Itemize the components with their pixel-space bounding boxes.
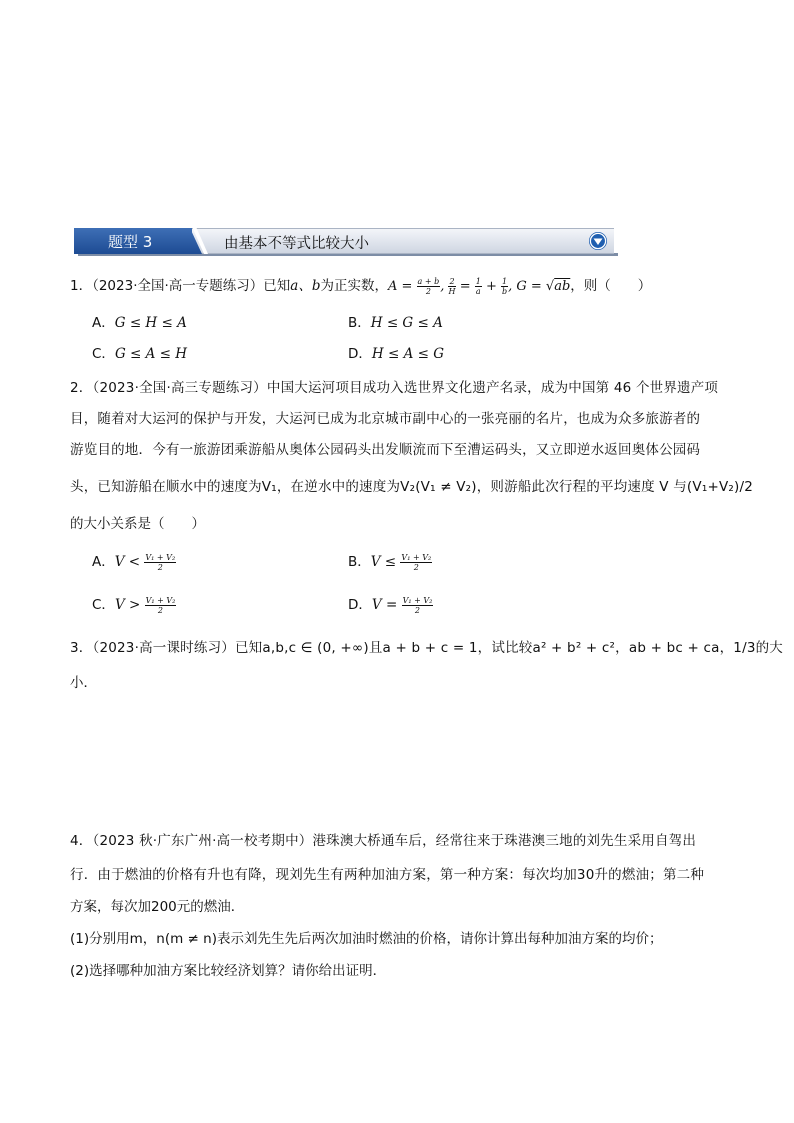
q1-stem-b: 为正实数， xyxy=(320,278,388,294)
q2-option-b-fraction: $\frac{\text{V₁ + V₂}}{2}$ xyxy=(401,552,432,572)
q2-option-a-fraction: $\frac{\text{V₁ + V₂}}{2}$ xyxy=(145,552,176,572)
q2-line-4: 头，已知游船在顺水中的速度为V₁，在逆水中的速度为V₂(V₁ ≠ V₂)，则游船此次行程的平均速度 V 与(V₁+V₂)/2 xyxy=(70,479,754,495)
q1-option-a-text: G ≤ H ≤ A xyxy=(114,315,187,331)
q1-stem-c: ，则（ ） xyxy=(570,278,652,294)
q4-subquestion-2: (2)选择哪种加油方案比较经济划算？请你给出证明． xyxy=(70,963,387,979)
q2-option-c-rel: V > xyxy=(114,597,141,613)
q4-line-2: 行．由于燃油的价格有升也有降，现刘先生有两种加油方案，第一种方案：每次均加30升的燃油；第二种 xyxy=(70,867,705,883)
q2-line-1: 2．（2023·全国·高三专题练习）中国大运河项目成功入选世界文化遗产名录，成为中国第 46 个世界遗产项 xyxy=(70,380,719,396)
q4-line-1: 4．（2023 秋·广东广州·高一校考期中）港珠澳大桥通车后，经常往来于珠港澳三地的刘先生采用自驾出 xyxy=(70,833,697,849)
q1-option-c-text: G ≤ A ≤ H xyxy=(114,346,188,362)
q1-option-d[interactable] xyxy=(348,344,444,364)
q1-option-b-label: B． xyxy=(348,315,371,331)
q2-option-b[interactable] xyxy=(348,552,432,572)
chevron-down-circle-icon[interactable] xyxy=(588,231,608,251)
q2-option-a-label: A． xyxy=(92,554,115,570)
q2-option-c-label: C． xyxy=(92,597,115,613)
q3-line-2: 小． xyxy=(70,675,97,691)
q4-line-3: 方案，每次加200元的燃油． xyxy=(70,899,245,915)
q1-option-b-text: H ≤ G ≤ A xyxy=(370,315,443,331)
section-tag-label: 题型 3 xyxy=(108,233,153,251)
section-banner xyxy=(74,228,614,254)
question-1-stem xyxy=(70,276,651,297)
q2-line-2: 目，随着对大运河的保护与开发，大运河已成为北京城市副中心的一张亮丽的名片，也成为众多旅游者的 xyxy=(70,411,701,427)
q1-option-c-label: C． xyxy=(92,346,115,362)
section-title: 由基本不等式比较大小 xyxy=(224,236,369,252)
q2-line-5: 的大小关系是（ ） xyxy=(70,516,205,532)
q2-option-a[interactable] xyxy=(92,552,176,572)
q1-option-b[interactable] xyxy=(348,313,443,333)
q1-option-d-text: H ≤ A ≤ G xyxy=(371,346,445,362)
q2-option-c-fraction: $\frac{\text{V₁ + V₂}}{2}$ xyxy=(145,595,176,615)
q2-option-a-rel: V < xyxy=(114,554,141,570)
q2-option-d-rel: V = xyxy=(371,597,398,613)
q1-formula: A = $\frac{a + b}{2}$ , $\frac{2}{H}$ = $\frac{1}{a}$ + $\frac{1}{b}$ , G = √ab xyxy=(387,277,571,296)
q2-option-d-fraction: $\frac{\text{V₁ + V₂}}{2}$ xyxy=(402,595,433,615)
section-tag xyxy=(74,228,192,254)
q2-option-d[interactable] xyxy=(348,595,433,615)
q1-option-c[interactable] xyxy=(92,344,187,364)
q1-option-d-label: D． xyxy=(348,346,372,362)
q2-option-c[interactable] xyxy=(92,595,176,615)
q1-stem-a: 1．（2023·全国·高一专题练习）已知 xyxy=(70,278,291,294)
q1-option-a-label: A． xyxy=(92,315,115,331)
q2-option-b-rel: V ≤ xyxy=(370,554,397,570)
q3-line-1: 3．（2023·高一课时练习）已知a,b,c ∈ (0, +∞)且a + b + c = 1，试比较a² + b² + c²，ab + bc + ca，1/3的大 xyxy=(70,640,784,656)
q1-option-a[interactable] xyxy=(92,313,187,333)
q2-option-b-label: B． xyxy=(348,554,371,570)
q1-stem-vars: a、b xyxy=(290,278,321,294)
q2-line-3: 游览目的地．今有一旅游团乘游船从奥体公园码头出发顺流而下至漕运码头，又立即逆水返回奥体公园码 xyxy=(70,442,701,458)
q2-option-d-label: D． xyxy=(348,597,372,613)
q4-subquestion-1: (1)分别用m，n(m ≠ n)表示刘先生先后两次加油时燃油的价格，请你计算出每种加油方案的均价； xyxy=(70,931,663,947)
